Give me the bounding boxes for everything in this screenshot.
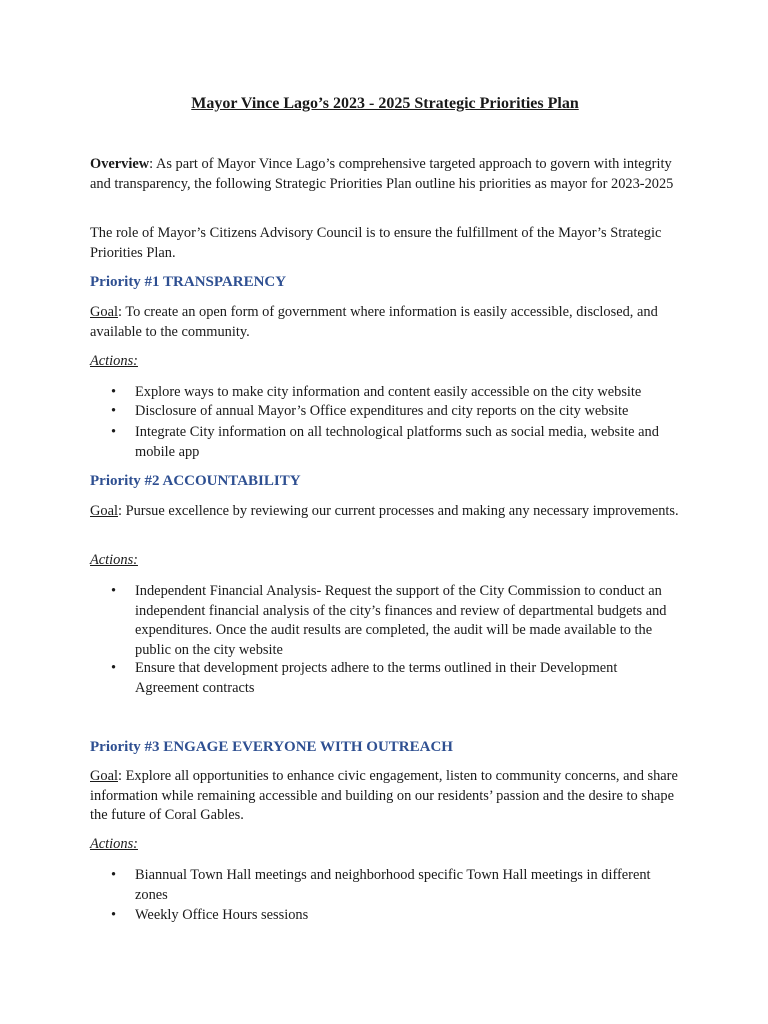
action-text: Explore ways to make city information and content easily accessible on the city website <box>135 384 642 400</box>
bullet-icon: • <box>111 384 117 400</box>
action-text: Weekly Office Hours sessions <box>135 907 309 923</box>
priority-1-actions-label <box>90 352 680 372</box>
action-text: Disclosure of annual Mayor’s Office expenditures and city reports on the city website <box>135 403 629 419</box>
priority-2-actions-label <box>90 551 680 571</box>
list-item <box>111 866 680 905</box>
action-text: Biannual Town Hall meetings and neighborhood specific Town Hall meetings in different zones <box>135 867 651 903</box>
priority-3-actions-label <box>90 835 680 855</box>
actions-label: Actions: <box>90 353 138 369</box>
action-text: Ensure that development projects adhere to the terms outlined in their Development Agreement contracts <box>135 660 618 696</box>
priority-2-goal <box>90 502 680 522</box>
actions-label: Actions: <box>90 552 138 568</box>
actions-label: Actions: <box>90 836 138 852</box>
action-text: Integrate City information on all technological platforms such as social media, website and mobile app <box>135 424 659 460</box>
document-title: Mayor Vince Lago’s 2023 - 2025 Strategic Priorities Plan <box>191 95 579 112</box>
action-text: Independent Financial Analysis- Request the support of the City Commission to conduct an independent financial analysis of the city’s finances and review of departmental budgets and expenditures. Once the audit results are completed, the audit will be made available to the public on the city website <box>135 583 667 658</box>
bullet-icon: • <box>111 424 117 440</box>
list-item <box>111 383 680 403</box>
priority-3-goal <box>90 767 680 826</box>
priority-1-goal <box>90 303 680 342</box>
goal-label: Goal <box>90 304 118 320</box>
overview-label: Overview <box>90 156 150 172</box>
list-item <box>111 582 680 660</box>
list-item <box>111 659 680 698</box>
goal-text: : Pursue excellence by reviewing our current processes and making any necessary improvements. <box>117 503 679 519</box>
role-paragraph: The role of Mayor’s Citizens Advisory Council is to ensure the fulfillment of the Mayor’s Strategic Priorities Plan. <box>90 225 662 261</box>
goal-label: Goal <box>90 503 118 519</box>
goal-text: : Explore all opportunities to enhance civic engagement, listen to community concerns, and share information while remaining accessible and building on our residents’ passion and the desire to shape the future of Coral Gables. <box>90 768 678 823</box>
bullet-icon: • <box>111 403 117 419</box>
goal-text: : To create an open form of government where information is easily accessible, disclosed, and available to the community. <box>90 304 658 340</box>
bullet-icon: • <box>111 907 117 923</box>
bullet-icon: • <box>111 583 117 599</box>
priority-1-heading: Priority #1 TRANSPARENCY <box>90 274 287 290</box>
list-item <box>111 423 680 462</box>
list-item <box>111 402 680 422</box>
priority-3-heading: Priority #3 ENGAGE EVERYONE WITH OUTREACH <box>90 739 453 755</box>
bullet-icon: • <box>111 867 117 883</box>
list-item <box>111 906 680 926</box>
overview-paragraph <box>90 155 680 194</box>
bullet-icon: • <box>111 660 117 676</box>
priority-2-heading: Priority #2 ACCOUNTABILITY <box>90 473 301 489</box>
overview-text: : As part of Mayor Vince Lago’s comprehensive targeted approach to govern with integrity and transparency, the following Strategic Priorities Plan outline his priorities as mayor for 2023-2025 <box>90 156 674 192</box>
goal-label: Goal <box>90 768 118 784</box>
